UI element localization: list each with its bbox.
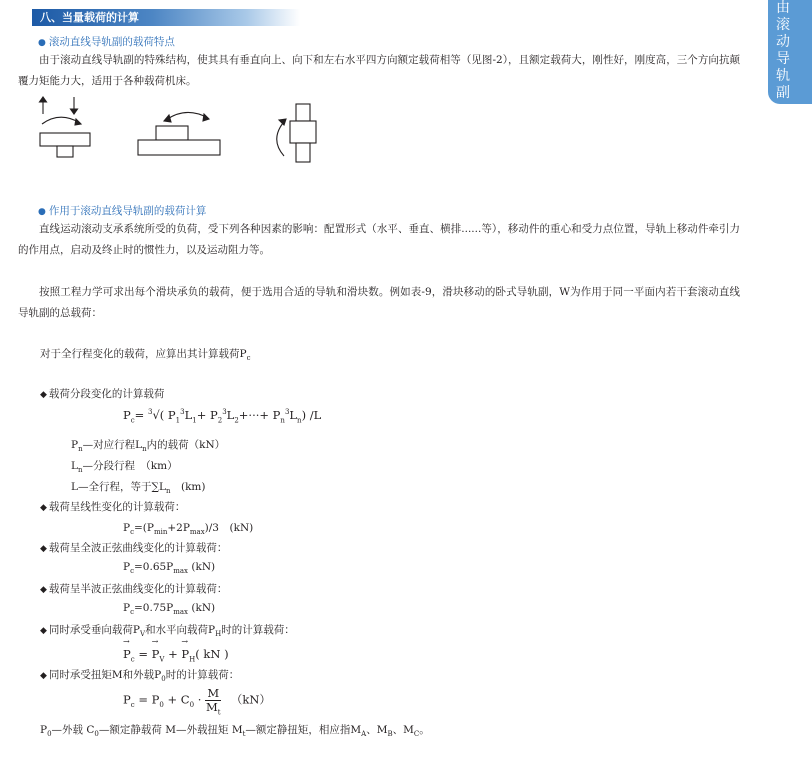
full-stroke-load-note: 对于全行程变化的载荷，应算出其计算载荷$P_c$ [40, 348, 251, 363]
item-combined-vertical-horizontal: ◆ 同时承受垂向载荷$P_V$和水平向载荷$P_H$时的计算载荷： [40, 624, 295, 639]
horizontal-load-figure [138, 112, 220, 155]
item-half-wave-load: ◆ 载荷呈半波正弦曲线变化的计算载荷： [40, 583, 228, 595]
diamond-bullet-icon: ◆ [40, 390, 47, 400]
formula-torque-load: $P_c = P_0 + C_0$ · $\frac{M}{M_t}$ （kN） [123, 686, 271, 717]
diamond-bullet-icon: ◆ [40, 626, 47, 636]
formula-linear-load: $P_c=(P_{min}+2P_{max})/3$ (kN) [123, 522, 254, 537]
diamond-bullet-icon: ◆ [40, 671, 47, 681]
diamond-bullet-icon: ◆ [40, 503, 47, 513]
diamond-bullet-icon: ◆ [40, 544, 47, 554]
chapter-side-tab-label: 由滚动导轨副 [776, 0, 790, 101]
definition-l: L—全行程，等于$\sum L_n$ (km) [71, 481, 206, 496]
section-title: 八、当量载荷的计算 [40, 11, 139, 24]
bullet-dot-icon: ● [38, 38, 46, 48]
arrow-down-icon [71, 109, 78, 114]
arrow-up-icon [40, 97, 47, 102]
formula-full-wave-load: $P_c=0.65P_{max}$ (kN) [123, 561, 216, 576]
item-full-wave-load: ◆ 载荷呈全波正弦曲线变化的计算载荷： [40, 542, 228, 554]
diamond-bullet-icon: ◆ [40, 585, 47, 595]
paragraph-engineering-mechanics: 按照工程力学可求出每个滑块承负的载荷，便于选用合适的导轨和滑块数。例如表-9，滑块移动的卧式导轨副，W为作用于同一平面内若干套滚动直线导轨副的总载荷： [18, 286, 740, 319]
bullet-dot-icon: ● [38, 207, 46, 217]
footnote-symbol-definitions: $P_0—$外载 $C_0—$额定静载荷 M—外载扭矩 $M_t—$额定静扭矩，相应指$M_A$、$M_B$、$M_C$。 [40, 724, 430, 739]
definition-pn: $P_n—$对应行程$L_n$内的载荷（kN） [71, 439, 226, 454]
vertical-load-figure [40, 97, 91, 157]
item-linear-load: ◆ 载荷呈线性变化的计算载荷： [40, 501, 186, 513]
item-torque-and-load: ◆ 同时承受扭矩M和外载$P_0$时的计算载荷： [40, 669, 240, 684]
formula-half-wave-load: $P_c=0.75P_{max}$ (kN) [123, 602, 216, 617]
item-segmented-load: ◆ 载荷分段变化的计算载荷 [40, 388, 165, 400]
side-load-figure [277, 104, 316, 162]
definition-ln: $L_n—$分段行程 （km） [71, 460, 178, 475]
formula-segmented-load: $P_c= ^3√$( $P_1^3L_1+ P_2^3L_2+\cdot\cdot\cdot+ P_n^3L_n$) /L [123, 408, 322, 425]
formula-vector-load: → $P_c$ = → $P_V$ + → $P_H$( kN ) [123, 647, 229, 661]
load-direction-diagram [30, 96, 330, 180]
paragraph-load-characteristics: 由于滚动直线导轨副的特殊结构，使其具有垂直向上、向下和左右水平四方向额定载荷相等（见图-2），且额定载荷大，刚性好，刚度高，三个方向抗颠覆力矩能力大，适用于各种载荷机床。 [18, 54, 740, 87]
subheading-load-calculation: ● 作用于滚动直线导轨副的载荷计算 [38, 205, 207, 217]
paragraph-load-factors: 直线运动滚动支承系统所受的负荷，受下列各种因素的影响：配置形式（水平、垂直、横排......等），移动件的重心和受力点位置，导轨上移动件牵引力的作用点，启动及终止时的惯性力，以及运动阻力等。 [18, 223, 740, 256]
subheading-load-characteristics: ● 滚动直线导轨副的载荷特点 [38, 36, 175, 48]
